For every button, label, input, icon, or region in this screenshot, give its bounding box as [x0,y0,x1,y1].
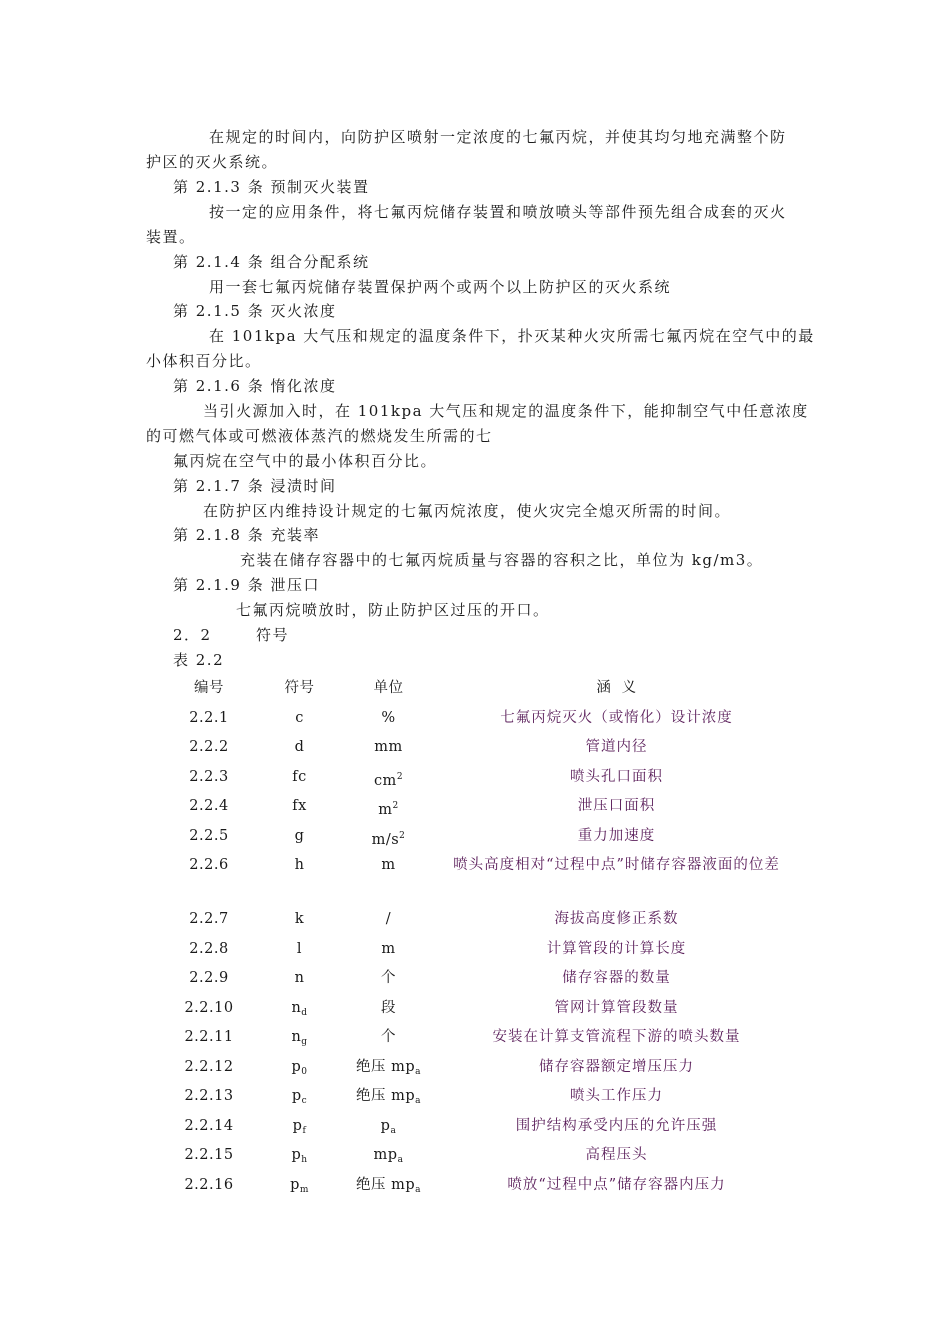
cell-unit [343,706,434,736]
unit-text: m/s [371,831,400,848]
symbol-text: p [291,1058,302,1075]
cell-symbol [256,937,343,967]
cell-meaning: 喷放“过程中点”储存容器内压力 [507,1176,726,1193]
cell-meaning: 喷头高度相对“过程中点”时储存容器液面的位差 [453,857,780,873]
header-unit: 单位 [373,680,404,696]
symbol-subscript: f [302,1125,307,1136]
unit-text: 绝压 mp [355,1058,416,1075]
symbol-text: l [296,940,303,957]
cell-unit [343,1025,434,1055]
symbol-text: d [294,739,305,755]
cell-symbol [256,966,343,996]
symbol-text: g [294,827,305,844]
symbol-text: n [291,1029,302,1045]
cell-number: 2.2.10 [184,999,234,1016]
cell-meaning: 泄压口面积 [577,798,656,814]
section-heading-2-1-8: 第 2.1.8 条 充装率 [173,526,320,544]
cell-unit [343,1173,434,1203]
unit-subscript: a [397,1155,404,1165]
section-heading-2-1-9: 第 2.1.9 条 泄压口 [173,576,320,594]
section-title-symbols: 符号 [256,626,290,644]
symbols-table [162,676,799,1202]
symbol-text: c [295,709,304,726]
table-row [162,1025,799,1055]
header-number: 编号 [194,680,224,696]
table-row [162,794,799,824]
cell-meaning: 管网计算管段数量 [554,999,679,1016]
unit-text: m [381,940,396,957]
cell-meaning: 储存容器额定增压压力 [539,1058,694,1075]
unit-text: mp [373,1147,398,1163]
cell-symbol [256,996,343,1026]
cell-number: 2.2.8 [189,940,229,957]
table-row [162,996,799,1026]
section-heading-2-1-4: 第 2.1.4 条 组合分配系统 [173,253,370,271]
symbol-subscript: 0 [301,1066,308,1077]
table-row [162,1143,799,1173]
paragraph-line: 在规定的时间内，向防护区喷射一定浓度的七氟丙烷，并使其均匀地充满整个防 [209,128,787,146]
header-meaning: 涵 义 [596,680,637,696]
section-heading-2-1-6: 第 2.1.6 条 惰化浓度 [173,377,337,395]
cell-meaning: 海拔高度修正系数 [554,911,679,927]
cell-number: 2.2.7 [189,911,229,927]
unit-text: % [381,709,396,726]
cell-number: 2.2.14 [184,1117,234,1134]
table-row [162,1114,799,1144]
cell-number: 2.2.13 [184,1088,234,1104]
unit-text: mm [374,739,403,755]
paragraph-line: 氟丙烷在空气中的最小体积百分比。 [173,452,438,470]
cell-number: 2.2.5 [189,827,229,844]
paragraph-line: 按一定的应用条件，将七氟丙烷储存装置和喷放喷头等部件预先组合成套的灭火 [209,203,787,221]
cell-unit [343,1055,434,1085]
cell-unit [343,1143,434,1173]
paragraph-line: 在防护区内维持设计规定的七氟丙烷浓度，使火灾完全熄灭所需的时间。 [203,502,732,520]
cell-symbol [256,907,343,937]
cell-meaning: 重力加速度 [577,827,656,844]
table-row [162,966,799,996]
table-row [162,735,799,765]
paragraph-line: 护区的灭火系统。 [146,153,279,171]
unit-subscript: a [415,1096,421,1106]
cell-unit [343,907,434,937]
cell-unit [343,794,434,824]
cell-symbol [256,1084,343,1114]
section-number-2-2: 2．2 [173,626,212,644]
unit-text: 绝压 mp [355,1176,416,1193]
cell-unit [343,824,434,854]
cell-unit [343,966,434,996]
symbol-text: p [291,1088,302,1104]
symbol-subscript: g [301,1037,308,1047]
cell-meaning: 喷头工作压力 [570,1088,663,1104]
paragraph-line: 小体积百分比。 [146,352,262,370]
cell-symbol [256,794,343,824]
unit-superscript: 2 [392,801,399,811]
unit-text: m [381,857,396,873]
cell-meaning: 围护结构承受内压的允许压强 [515,1117,718,1134]
cell-symbol [256,1114,343,1144]
header-symbol: 符号 [284,680,315,696]
table-row [162,937,799,967]
unit-subscript: a [415,1184,421,1195]
symbol-text: h [294,857,305,873]
cell-unit [343,1084,434,1114]
symbol-subscript: h [301,1155,308,1165]
cell-number: 2.2.15 [184,1147,234,1163]
table-row [162,1173,799,1203]
cell-symbol [256,1173,343,1203]
paragraph-line: 七氟丙烷喷放时，防止防护区过压的开口。 [236,601,550,619]
cell-number: 2.2.3 [189,768,229,785]
unit-text: / [385,911,392,927]
unit-text: m [378,802,393,818]
symbol-text: fc [292,768,307,785]
cell-unit [343,996,434,1026]
cell-number: 2.2.4 [189,798,229,814]
cell-unit [343,1114,434,1144]
unit-subscript: a [390,1125,397,1136]
section-heading-2-1-7: 第 2.1.7 条 浸渍时间 [173,477,337,495]
cell-symbol [256,765,343,795]
cell-number: 2.2.1 [189,709,229,726]
cell-symbol [256,1055,343,1085]
symbol-text: n [294,970,305,986]
cell-meaning: 安装在计算支管流程下游的喷头数量 [492,1029,741,1045]
cell-symbol [256,1143,343,1173]
table-row [162,1055,799,1085]
table-row [162,824,799,854]
cell-meaning: 计算管段的计算长度 [546,940,687,957]
table-row [162,907,799,937]
cell-symbol [256,706,343,736]
cell-unit [343,765,434,795]
cell-unit [343,937,434,967]
cell-number: 2.2.9 [189,970,229,986]
section-heading-2-1-5: 第 2.1.5 条 灭火浓度 [173,302,337,320]
paragraph-line: 用一套七氟丙烷储存装置保护两个或两个以上防护区的灭火系统 [209,278,672,296]
cell-number: 2.2.16 [184,1176,234,1193]
unit-superscript: 2 [399,830,406,841]
unit-text: 个 [381,1029,396,1045]
table-header-row [162,676,799,706]
cell-number: 2.2.11 [184,1029,234,1045]
cell-unit [343,853,434,907]
table-row [162,706,799,736]
cell-unit [343,735,434,765]
symbol-text: k [294,911,305,927]
paragraph-line: 当引火源加入时，在 101kpa 大气压和规定的温度条件下，能抑制空气中任意浓度 [203,402,809,420]
table-caption: 表 2.2 [173,651,225,669]
symbol-text: fx [292,798,307,814]
symbol-subscript: m [299,1184,309,1195]
unit-text: 绝压 mp [355,1088,416,1104]
cell-symbol [256,735,343,765]
symbol-text: p [292,1117,303,1134]
cell-number: 2.2.6 [189,857,229,873]
symbol-text: p [290,1176,300,1193]
cell-meaning: 管道内径 [585,739,648,755]
cell-meaning: 高程压头 [585,1147,648,1163]
unit-superscript: 2 [396,771,404,782]
section-heading-2-1-3: 第 2.1.3 条 预制灭火装置 [173,178,370,196]
unit-text: 段 [381,999,396,1016]
cell-symbol [256,1025,343,1055]
unit-text: p [380,1117,391,1134]
cell-symbol [256,824,343,854]
unit-subscript: a [415,1066,421,1077]
paragraph-line: 装置。 [146,228,196,246]
unit-text: 个 [381,970,396,986]
paragraph-line: 的可燃气体或可燃液体蒸汽的燃烧发生所需的七 [146,427,493,445]
cell-meaning: 喷头孔口面积 [570,768,663,785]
symbol-text: n [291,999,302,1016]
symbol-text: p [291,1147,302,1163]
table-row [162,1084,799,1114]
cell-number: 2.2.12 [184,1058,234,1075]
cell-meaning: 储存容器的数量 [562,970,671,986]
cell-number: 2.2.2 [189,739,229,755]
symbol-subscript: d [301,1007,308,1018]
table-row [162,853,799,907]
cell-symbol [256,853,343,907]
unit-text: cm [373,772,397,789]
table-row [162,765,799,795]
paragraph-line: 充装在储存容器中的七氟丙烷质量与容器的容积之比，单位为 kg/m3。 [240,551,764,569]
symbol-subscript: c [301,1096,308,1106]
cell-meaning: 七氟丙烷灭火（或惰化）设计浓度 [500,709,733,726]
paragraph-line: 在 101kpa 大气压和规定的温度条件下，扑灭某种火灾所需七氟丙烷在空气中的最 [209,327,815,345]
